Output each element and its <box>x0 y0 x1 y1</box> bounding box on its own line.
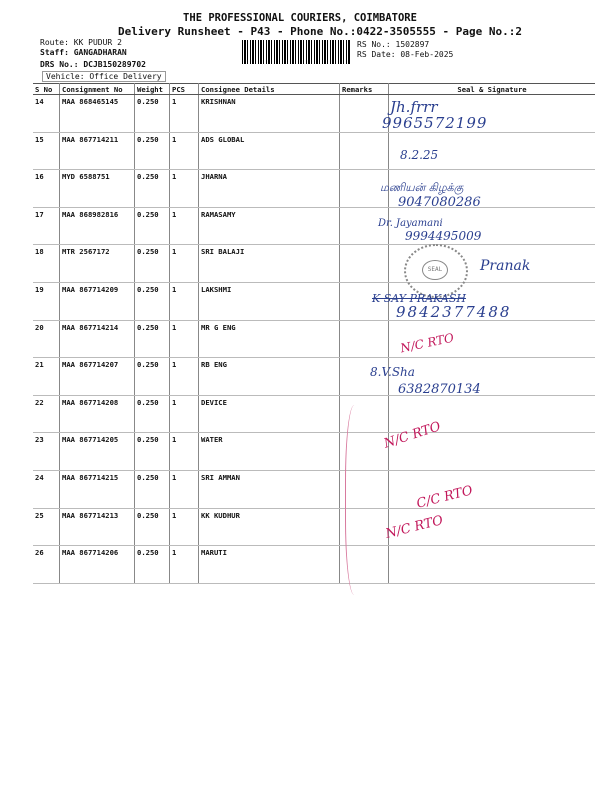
cell-pcs: 1 <box>170 132 199 170</box>
header-remarks: Remarks <box>340 84 389 95</box>
cell-sno: 21 <box>33 358 60 396</box>
cell-weight: 0.250 <box>135 207 170 245</box>
barcode <box>242 40 350 64</box>
cell-weight: 0.250 <box>135 358 170 396</box>
cell-sno: 15 <box>33 132 60 170</box>
handwritten-phone-4: 9842377488 <box>396 303 512 321</box>
cell-pcs: 1 <box>170 433 199 471</box>
cell-consignment: MAA 867714208 <box>60 395 135 433</box>
cell-sno: 14 <box>33 95 60 133</box>
cell-consignee: RAMASAMY <box>199 207 340 245</box>
signature-jharna: மணியன் கிழக்கு <box>380 181 464 194</box>
handwritten-phone-3: 9994495009 <box>405 229 482 243</box>
header-seal-signature: Seal & Signature <box>389 84 596 95</box>
cell-weight: 0.250 <box>135 95 170 133</box>
cell-consignment: MYD 6588751 <box>60 170 135 208</box>
cell-sno: 23 <box>33 433 60 471</box>
staff-label: Staff: GANGADHARAN <box>40 48 127 57</box>
runsheet-subtitle: Delivery Runsheet - P43 - Phone No.:0422-3505555 - Page No.:2 <box>118 25 522 38</box>
cell-consignee: LAKSHMI <box>199 282 340 320</box>
rs-date: RS Date: 08-Feb-2025 <box>357 50 454 59</box>
cell-pcs: 1 <box>170 395 199 433</box>
cell-sno: 24 <box>33 470 60 508</box>
cell-consignment: MAA 867714214 <box>60 320 135 358</box>
route-label: Route: KK PUDUR 2 <box>40 38 122 47</box>
cell-consignee: MR G ENG <box>199 320 340 358</box>
header-consignee: Consignee Details <box>199 84 340 95</box>
handwritten-phone-1: 9965572199 <box>382 114 488 132</box>
table-row <box>33 508 595 546</box>
cell-pcs: 1 <box>170 282 199 320</box>
runsheet-table <box>33 83 595 584</box>
company-name: THE PROFESSIONAL COURIERS, COIMBATORE <box>183 12 417 24</box>
cell-consignee: KK KUDHUR <box>199 508 340 546</box>
cell-sno: 18 <box>33 245 60 283</box>
cell-pcs: 1 <box>170 95 199 133</box>
table-row <box>33 358 595 396</box>
cell-seal-signature <box>389 546 596 584</box>
handwritten-date: 8.2.25 <box>400 148 439 162</box>
cell-consignment: MAA 867714207 <box>60 358 135 396</box>
cell-consignee: MARUTI <box>199 546 340 584</box>
cell-weight: 0.250 <box>135 470 170 508</box>
cell-weight: 0.250 <box>135 282 170 320</box>
remark-cc-rto: C/C RTO <box>415 483 475 512</box>
cell-consignee: KRISHNAN <box>199 95 340 133</box>
cell-pcs: 1 <box>170 245 199 283</box>
cell-consignment: MAA 867714206 <box>60 546 135 584</box>
handwritten-name-2: K SAY PRAKASH <box>372 292 466 305</box>
table-row <box>33 95 595 133</box>
cell-weight: 0.250 <box>135 245 170 283</box>
cell-consignment: MAA 867714205 <box>60 433 135 471</box>
header-consignment: Consignment No <box>60 84 135 95</box>
cell-consignment: MAA 868465145 <box>60 95 135 133</box>
cell-consignee: SRI AMMAN <box>199 470 340 508</box>
drs-number: DRS No.: DCJB150289702 <box>40 60 146 69</box>
remark-nc-rto-3: N/C RTO <box>384 513 445 542</box>
cell-sno: 26 <box>33 546 60 584</box>
table-row <box>33 546 595 584</box>
cell-consignment: MAA 867714213 <box>60 508 135 546</box>
cell-pcs: 1 <box>170 508 199 546</box>
cell-weight: 0.250 <box>135 508 170 546</box>
handwritten-name-1: Dr. Jayamani <box>378 218 443 229</box>
table-row <box>33 395 595 433</box>
table-header-row <box>33 84 595 95</box>
cell-remarks <box>340 320 389 358</box>
cell-consignee: ADS GLOBAL <box>199 132 340 170</box>
cell-consignee: RB ENG <box>199 358 340 396</box>
cell-sno: 20 <box>33 320 60 358</box>
cell-pcs: 1 <box>170 207 199 245</box>
cell-weight: 0.250 <box>135 320 170 358</box>
remark-nc-rto-1: N/C RTO <box>399 330 456 356</box>
handwritten-bracket <box>345 405 368 595</box>
cell-consignment: MAA 867714211 <box>60 132 135 170</box>
signature-balaji: Pranak <box>480 258 531 274</box>
cell-consignment: MAA 868982816 <box>60 207 135 245</box>
cell-consignee: SRI BALAJI <box>199 245 340 283</box>
table-row <box>33 320 595 358</box>
cell-consignment: MTR 2567172 <box>60 245 135 283</box>
cell-sno: 25 <box>33 508 60 546</box>
cell-consignee: DEVICE <box>199 395 340 433</box>
cell-weight: 0.250 <box>135 132 170 170</box>
cell-pcs: 1 <box>170 358 199 396</box>
signature-krishnan: Jh.frrr <box>390 98 438 116</box>
table-row <box>33 170 595 208</box>
cell-remarks <box>340 245 389 283</box>
remark-nc-rto-2: N/C RTO <box>382 419 443 452</box>
header-sno: S No <box>33 84 60 95</box>
cell-remarks <box>340 132 389 170</box>
table-row <box>33 207 595 245</box>
signature-rb-eng: 8.V.Sha <box>370 365 415 379</box>
handwritten-phone-5: 6382870134 <box>398 382 481 397</box>
header-weight: Weight <box>135 84 170 95</box>
cell-sno: 16 <box>33 170 60 208</box>
cell-consignee: WATER <box>199 433 340 471</box>
cell-pcs: 1 <box>170 170 199 208</box>
cell-consignee: JHARNA <box>199 170 340 208</box>
cell-weight: 0.250 <box>135 170 170 208</box>
table-row <box>33 433 595 471</box>
cell-weight: 0.250 <box>135 546 170 584</box>
cell-sno: 22 <box>33 395 60 433</box>
cell-weight: 0.250 <box>135 433 170 471</box>
cell-weight: 0.250 <box>135 395 170 433</box>
cell-pcs: 1 <box>170 470 199 508</box>
vehicle-label: Vehicle: Office Delivery <box>42 71 166 82</box>
cell-pcs: 1 <box>170 546 199 584</box>
header-pcs: PCS <box>170 84 199 95</box>
cell-sno: 19 <box>33 282 60 320</box>
cell-pcs: 1 <box>170 320 199 358</box>
table-row <box>33 470 595 508</box>
cell-consignment: MAA 867714215 <box>60 470 135 508</box>
table-row <box>33 132 595 170</box>
cell-sno: 17 <box>33 207 60 245</box>
cell-consignment: MAA 867714209 <box>60 282 135 320</box>
company-seal: SEAL <box>404 244 468 298</box>
handwritten-phone-2: 9047080286 <box>398 195 481 210</box>
rs-number: RS No.: 1502897 <box>357 40 430 49</box>
